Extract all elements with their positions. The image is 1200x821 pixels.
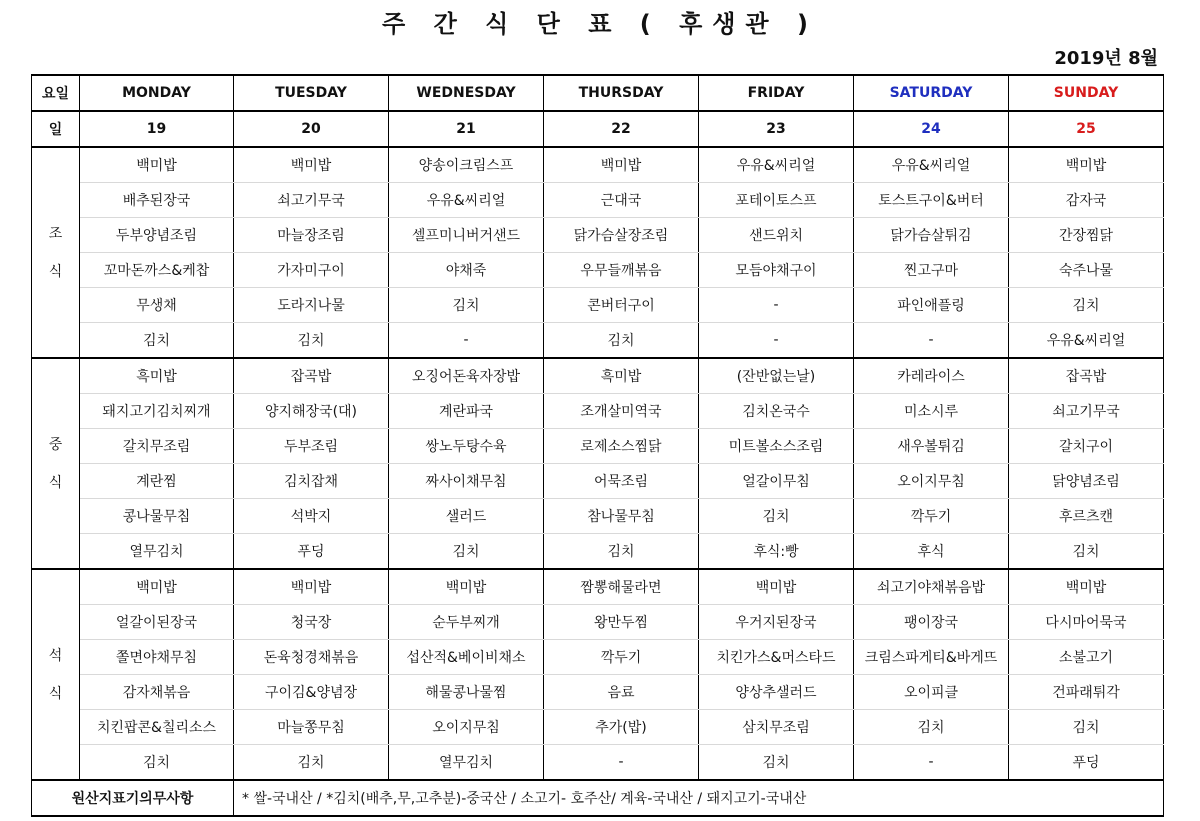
menu-item: 쫄면야채무침 bbox=[80, 640, 234, 675]
date-header-row bbox=[32, 111, 1164, 147]
menu-item: 백미밥 bbox=[389, 569, 544, 605]
day-friday: FRIDAY bbox=[699, 75, 854, 111]
menu-item: 짬뽕해물라면 bbox=[544, 569, 699, 605]
menu-item: 김치 bbox=[1009, 288, 1164, 323]
menu-item: 백미밥 bbox=[80, 147, 234, 183]
menu-item: 흑미밥 bbox=[80, 358, 234, 394]
menu-item: - bbox=[699, 288, 854, 323]
menu-item: 백미밥 bbox=[699, 569, 854, 605]
date-monday: 19 bbox=[80, 111, 234, 147]
menu-item: 왕만두찜 bbox=[544, 605, 699, 640]
menu-item: 감자채볶음 bbox=[80, 675, 234, 710]
menu-item: 삼치무조림 bbox=[699, 710, 854, 745]
menu-item: 백미밥 bbox=[1009, 147, 1164, 183]
menu-item: 김치 bbox=[854, 710, 1009, 745]
menu-item: 모듬야채구이 bbox=[699, 253, 854, 288]
day-monday: MONDAY bbox=[80, 75, 234, 111]
menu-item: 오징어돈육자장밥 bbox=[389, 358, 544, 394]
day-tuesday: TUESDAY bbox=[234, 75, 389, 111]
menu-row bbox=[32, 183, 1164, 218]
menu-item: 구이김&양념장 bbox=[234, 675, 389, 710]
menu-item: 얼갈이무침 bbox=[699, 464, 854, 499]
menu-item: 두부양념조림 bbox=[80, 218, 234, 253]
menu-item: 간장찜닭 bbox=[1009, 218, 1164, 253]
menu-item: 우유&씨리얼 bbox=[1009, 323, 1164, 359]
origin-notice-row bbox=[32, 780, 1164, 816]
menu-item: 백미밥 bbox=[234, 569, 389, 605]
menu-item: 양상추샐러드 bbox=[699, 675, 854, 710]
meal-label-breakfast bbox=[32, 147, 80, 358]
meal-label-char: 조 bbox=[48, 225, 63, 242]
date-saturday: 24 bbox=[854, 111, 1009, 147]
menu-item: 조개살미역국 bbox=[544, 394, 699, 429]
menu-item: 꼬마돈까스&케찹 bbox=[80, 253, 234, 288]
menu-item: 얼갈이된장국 bbox=[80, 605, 234, 640]
menu-item: 닭양념조림 bbox=[1009, 464, 1164, 499]
menu-item: 계란파국 bbox=[389, 394, 544, 429]
month-label: 2019년 8월 bbox=[1054, 48, 1158, 69]
menu-item: 야채죽 bbox=[389, 253, 544, 288]
menu-item: 감자국 bbox=[1009, 183, 1164, 218]
menu-item: 백미밥 bbox=[1009, 569, 1164, 605]
menu-item: 팽이장국 bbox=[854, 605, 1009, 640]
meal-label-char: 식 bbox=[48, 263, 63, 280]
meal-label-char: 식 bbox=[48, 474, 63, 491]
day-sunday: SUNDAY bbox=[1009, 75, 1164, 111]
origin-notice-text: * 쌀-국내산 / *김치(배추,무,고추분)-중국산 / 소고기- 호주산/ 계육-국내산 / 돼지고기-국내산 bbox=[234, 780, 1164, 816]
menu-item: 계란찜 bbox=[80, 464, 234, 499]
menu-item: 토스트구이&버터 bbox=[854, 183, 1009, 218]
menu-item: 콩나물무침 bbox=[80, 499, 234, 534]
menu-item: 미트볼소스조림 bbox=[699, 429, 854, 464]
menu-item: 열무김치 bbox=[389, 745, 544, 781]
date-header-label: 일 bbox=[32, 111, 80, 147]
menu-item: 우무들깨볶음 bbox=[544, 253, 699, 288]
day-saturday: SATURDAY bbox=[854, 75, 1009, 111]
menu-item: 숙주나물 bbox=[1009, 253, 1164, 288]
menu-item: 김치 bbox=[544, 534, 699, 570]
menu-item: 치킨팝콘&칠리소스 bbox=[80, 710, 234, 745]
menu-row bbox=[32, 429, 1164, 464]
date-wednesday: 21 bbox=[389, 111, 544, 147]
date-sunday: 25 bbox=[1009, 111, 1164, 147]
menu-item: 소불고기 bbox=[1009, 640, 1164, 675]
menu-item: 닭가슴살튀김 bbox=[854, 218, 1009, 253]
menu-item: 김치 bbox=[1009, 710, 1164, 745]
menu-item: - bbox=[854, 323, 1009, 359]
menu-item: 김치온국수 bbox=[699, 394, 854, 429]
menu-item: 흑미밥 bbox=[544, 358, 699, 394]
menu-item: - bbox=[854, 745, 1009, 781]
menu-item: 쌍노두탕수육 bbox=[389, 429, 544, 464]
meal-label-char: 식 bbox=[48, 685, 63, 702]
menu-item: 미소시루 bbox=[854, 394, 1009, 429]
menu-item: 포테이토스프 bbox=[699, 183, 854, 218]
menu-item: 돈육청경채볶음 bbox=[234, 640, 389, 675]
meal-label-char: 중 bbox=[48, 436, 63, 453]
menu-item: 다시마어묵국 bbox=[1009, 605, 1164, 640]
menu-item: 음료 bbox=[544, 675, 699, 710]
date-friday: 23 bbox=[699, 111, 854, 147]
menu-item: 우유&씨리얼 bbox=[389, 183, 544, 218]
menu-item: 파인애플링 bbox=[854, 288, 1009, 323]
menu-item: 후식:빵 bbox=[699, 534, 854, 570]
menu-row bbox=[32, 358, 1164, 394]
menu-item: 크림스파게티&바게뜨 bbox=[854, 640, 1009, 675]
menu-item: 새우볼튀김 bbox=[854, 429, 1009, 464]
meal-label-lunch bbox=[32, 358, 80, 569]
menu-item: 김치 bbox=[234, 323, 389, 359]
menu-item: 셀프미니버거샌드 bbox=[389, 218, 544, 253]
menu-row bbox=[32, 464, 1164, 499]
menu-item: 로제소스찜닭 bbox=[544, 429, 699, 464]
menu-item: 마늘장조림 bbox=[234, 218, 389, 253]
menu-item: 추가(밥) bbox=[544, 710, 699, 745]
meal-label-dinner bbox=[32, 569, 80, 780]
menu-row bbox=[32, 675, 1164, 710]
menu-item: 가자미구이 bbox=[234, 253, 389, 288]
menu-item: 열무김치 bbox=[80, 534, 234, 570]
menu-item: 깍두기 bbox=[854, 499, 1009, 534]
menu-row bbox=[32, 745, 1164, 781]
menu-row bbox=[32, 640, 1164, 675]
menu-item: 짜사이채무침 bbox=[389, 464, 544, 499]
menu-item: - bbox=[389, 323, 544, 359]
weekly-menu-table bbox=[31, 74, 1164, 817]
menu-item: 샌드위치 bbox=[699, 218, 854, 253]
day-header-label: 요일 bbox=[32, 75, 80, 111]
menu-item: 잡곡밥 bbox=[1009, 358, 1164, 394]
menu-item: 쇠고기무국 bbox=[234, 183, 389, 218]
menu-item: 카레라이스 bbox=[854, 358, 1009, 394]
menu-item: 오이지무침 bbox=[854, 464, 1009, 499]
menu-item: 오이지무침 bbox=[389, 710, 544, 745]
date-tuesday: 20 bbox=[234, 111, 389, 147]
menu-item: 콘버터구이 bbox=[544, 288, 699, 323]
menu-item: 김치 bbox=[544, 323, 699, 359]
menu-item: 김치잡채 bbox=[234, 464, 389, 499]
menu-item: 양송이크림스프 bbox=[389, 147, 544, 183]
menu-item: 푸딩 bbox=[234, 534, 389, 570]
menu-item: 김치 bbox=[699, 745, 854, 781]
menu-item: 김치 bbox=[80, 323, 234, 359]
menu-item: 쇠고기야채볶음밥 bbox=[854, 569, 1009, 605]
menu-item: 김치 bbox=[389, 534, 544, 570]
menu-item: 치킨가스&머스타드 bbox=[699, 640, 854, 675]
menu-item: 배추된장국 bbox=[80, 183, 234, 218]
menu-item: 해물콩나물찜 bbox=[389, 675, 544, 710]
menu-item: 우유&씨리얼 bbox=[699, 147, 854, 183]
meal-label-char: 석 bbox=[48, 647, 63, 664]
menu-item: 순두부찌개 bbox=[389, 605, 544, 640]
menu-item: 잡곡밥 bbox=[234, 358, 389, 394]
menu-item: 깍두기 bbox=[544, 640, 699, 675]
menu-row bbox=[32, 253, 1164, 288]
menu-item: 돼지고기김치찌개 bbox=[80, 394, 234, 429]
menu-item: 쇠고기무국 bbox=[1009, 394, 1164, 429]
menu-item: 백미밥 bbox=[80, 569, 234, 605]
menu-item: 건파래튀각 bbox=[1009, 675, 1164, 710]
menu-item: 김치 bbox=[389, 288, 544, 323]
menu-item: - bbox=[544, 745, 699, 781]
menu-item: 후르츠캔 bbox=[1009, 499, 1164, 534]
menu-item: 푸딩 bbox=[1009, 745, 1164, 781]
menu-item: 섭산적&베이비채소 bbox=[389, 640, 544, 675]
menu-item: 오이피클 bbox=[854, 675, 1009, 710]
menu-row bbox=[32, 323, 1164, 359]
menu-item: 김치 bbox=[234, 745, 389, 781]
menu-row bbox=[32, 605, 1164, 640]
menu-row bbox=[32, 218, 1164, 253]
menu-item: 참나물무침 bbox=[544, 499, 699, 534]
origin-notice-label: 원산지표기의무사항 bbox=[32, 780, 234, 816]
day-thursday: THURSDAY bbox=[544, 75, 699, 111]
day-wednesday: WEDNESDAY bbox=[389, 75, 544, 111]
menu-item: 어묵조림 bbox=[544, 464, 699, 499]
menu-item: 닭가슴살장조림 bbox=[544, 218, 699, 253]
menu-row bbox=[32, 147, 1164, 183]
menu-item: 무생채 bbox=[80, 288, 234, 323]
menu-row bbox=[32, 534, 1164, 570]
menu-item: 김치 bbox=[80, 745, 234, 781]
menu-item: 김치 bbox=[699, 499, 854, 534]
menu-row bbox=[32, 499, 1164, 534]
menu-item: 청국장 bbox=[234, 605, 389, 640]
menu-item: 백미밥 bbox=[544, 147, 699, 183]
menu-item: 우유&씨리얼 bbox=[854, 147, 1009, 183]
menu-item: 마늘쫑무침 bbox=[234, 710, 389, 745]
menu-item: 샐러드 bbox=[389, 499, 544, 534]
menu-row bbox=[32, 710, 1164, 745]
menu-item: 찐고구마 bbox=[854, 253, 1009, 288]
menu-item: 도라지나물 bbox=[234, 288, 389, 323]
menu-item: 후식 bbox=[854, 534, 1009, 570]
day-header-row bbox=[32, 75, 1164, 111]
menu-row bbox=[32, 569, 1164, 605]
menu-item: 근대국 bbox=[544, 183, 699, 218]
menu-item: 우거지된장국 bbox=[699, 605, 854, 640]
date-thursday: 22 bbox=[544, 111, 699, 147]
menu-item: 백미밥 bbox=[234, 147, 389, 183]
menu-item: 김치 bbox=[1009, 534, 1164, 570]
menu-item: 갈치구이 bbox=[1009, 429, 1164, 464]
menu-item: 양지해장국(대) bbox=[234, 394, 389, 429]
menu-row bbox=[32, 394, 1164, 429]
menu-row bbox=[32, 288, 1164, 323]
menu-item: - bbox=[699, 323, 854, 359]
menu-item: 석박지 bbox=[234, 499, 389, 534]
menu-item: (잔반없는날) bbox=[699, 358, 854, 394]
menu-item: 두부조림 bbox=[234, 429, 389, 464]
menu-item: 갈치무조림 bbox=[80, 429, 234, 464]
page-title: 주 간 식 단 표 ( 후생관 ) bbox=[382, 10, 818, 38]
